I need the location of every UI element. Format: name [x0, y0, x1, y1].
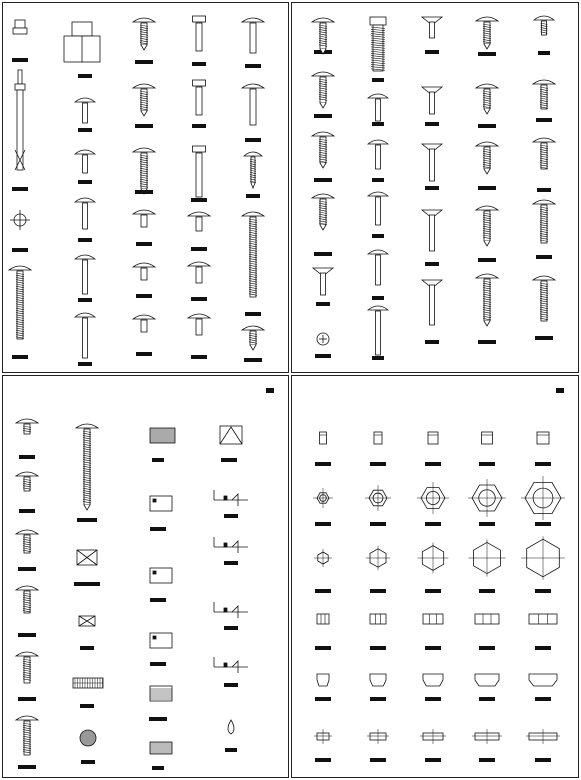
part-label — [18, 567, 36, 571]
part-label — [478, 340, 496, 344]
flange-profile — [370, 674, 386, 686]
side-view — [320, 432, 327, 444]
screw-part — [476, 17, 498, 49]
part-label — [479, 758, 495, 762]
part-label — [245, 64, 261, 68]
screw-part — [312, 132, 334, 168]
part-label — [536, 255, 552, 259]
part-label — [245, 138, 261, 142]
screw-part — [16, 530, 38, 553]
part-label — [535, 646, 551, 650]
part-label — [19, 509, 35, 513]
part-label — [78, 238, 92, 242]
part-label — [479, 462, 495, 466]
part-label — [315, 697, 331, 701]
part-label — [425, 589, 441, 593]
screw-part — [476, 274, 498, 326]
part-label — [77, 518, 97, 522]
screw-part — [16, 652, 38, 683]
weld-symbol — [214, 657, 248, 673]
part-label — [425, 697, 441, 701]
screw-part — [193, 16, 206, 51]
screw-part — [188, 212, 210, 231]
side-view — [428, 432, 438, 444]
part-label — [314, 178, 332, 182]
screw-part — [368, 250, 388, 285]
nut-cap — [13, 20, 27, 34]
nut-profile — [529, 614, 557, 624]
part-label — [18, 765, 36, 769]
screw-part — [368, 192, 388, 225]
part-label — [314, 114, 332, 118]
part-label — [192, 124, 206, 128]
note-frame — [150, 568, 172, 583]
part-label — [370, 589, 386, 593]
part-label — [370, 697, 386, 701]
screw-part — [368, 306, 388, 355]
note-frame — [150, 633, 172, 648]
screw-part — [133, 84, 155, 116]
part-label — [535, 589, 551, 593]
weld-symbol — [214, 537, 248, 553]
part-label — [479, 589, 495, 593]
part-label — [136, 294, 152, 298]
part-label — [150, 662, 166, 666]
screw-part — [368, 94, 388, 121]
screw-part — [244, 152, 262, 188]
hex-top-view — [365, 485, 391, 511]
weld-symbol — [214, 490, 248, 506]
nut-profile — [317, 614, 329, 624]
thin-profile — [526, 729, 560, 744]
screw-part — [242, 84, 264, 125]
part-label — [535, 336, 553, 340]
part-label — [315, 646, 331, 650]
part-label — [149, 717, 167, 721]
part-label — [12, 355, 28, 359]
hex-round-view — [314, 549, 332, 567]
part-label — [370, 462, 386, 466]
side-view — [537, 432, 549, 444]
part-label — [479, 522, 495, 526]
part-label — [245, 312, 261, 316]
hex-round-view — [521, 536, 565, 580]
part-label — [370, 758, 386, 762]
nut-profile — [475, 614, 499, 624]
part-label — [315, 589, 331, 593]
part-label — [315, 522, 331, 526]
screw-part — [16, 419, 38, 434]
weld-symbol — [214, 602, 248, 618]
nut-profile — [423, 614, 443, 624]
part-label — [315, 354, 331, 358]
part-label — [425, 646, 441, 650]
screw-part — [242, 18, 264, 53]
screw-part — [193, 146, 206, 197]
screw-part — [422, 87, 442, 114]
screw-part — [75, 313, 95, 358]
hex-round-view — [366, 546, 390, 570]
screw-part — [533, 276, 555, 321]
part-label — [479, 646, 495, 650]
part-label — [224, 683, 238, 687]
thin-profile — [472, 729, 502, 744]
screw-part — [422, 210, 442, 251]
screw-part — [422, 144, 442, 181]
part-label — [478, 124, 496, 128]
part-label — [18, 697, 36, 701]
part-label — [535, 522, 551, 526]
part-label — [191, 355, 207, 359]
part-label — [315, 758, 331, 762]
part-label — [78, 298, 92, 302]
part-label — [316, 302, 330, 306]
part-label — [425, 340, 439, 344]
part-label — [224, 561, 238, 565]
thin-profile — [367, 729, 389, 744]
part-label — [150, 527, 166, 531]
part-label — [425, 462, 441, 466]
screw-part — [16, 586, 38, 613]
drop — [228, 720, 234, 734]
part-label — [135, 60, 153, 64]
part-label — [314, 252, 332, 256]
part-label — [535, 697, 551, 701]
flange-profile — [317, 674, 329, 686]
part-label — [372, 78, 384, 82]
hex-nut — [64, 22, 100, 62]
part-label — [78, 362, 92, 366]
part-label — [80, 704, 94, 708]
part-label — [372, 178, 384, 182]
part-label — [19, 455, 35, 459]
expansion-anchor — [15, 70, 25, 170]
screw-part — [193, 80, 206, 115]
screw-part — [133, 263, 155, 280]
part-label — [372, 356, 384, 360]
part-label — [80, 646, 94, 650]
part-label — [135, 190, 153, 194]
part-label — [244, 358, 262, 362]
screw-part — [312, 72, 334, 108]
part-label — [425, 758, 441, 762]
hex-top-view — [468, 479, 506, 517]
part-label — [425, 262, 439, 266]
hatched-block — [150, 428, 175, 443]
side-view — [482, 432, 493, 444]
part-label — [191, 198, 207, 202]
part-label — [225, 748, 237, 752]
part-label — [246, 194, 260, 198]
side-view — [374, 432, 382, 444]
box-cross-small — [79, 616, 95, 626]
box-cross — [77, 550, 97, 565]
part-label — [78, 180, 92, 184]
screw-part — [242, 326, 264, 350]
hex-round-view — [418, 543, 449, 574]
part-label — [78, 74, 92, 78]
screw-part — [75, 150, 95, 173]
part-label — [18, 633, 36, 637]
part-label — [372, 122, 384, 126]
part-label — [478, 186, 496, 190]
screw-part — [533, 200, 555, 243]
threaded-bolt — [370, 17, 386, 71]
screw-part — [16, 472, 38, 491]
part-label — [538, 51, 550, 55]
part-label — [74, 582, 100, 586]
screw-part — [422, 17, 442, 38]
screw-part — [422, 280, 442, 325]
thin-profile — [420, 729, 446, 744]
part-label — [150, 598, 166, 602]
crosshair — [10, 210, 30, 230]
part-label — [535, 462, 551, 466]
hex-round-view — [468, 539, 505, 576]
flange-profile — [423, 674, 443, 686]
part-label — [191, 297, 207, 301]
part-label — [425, 122, 439, 126]
screw-part — [312, 194, 334, 230]
hex-top-view — [313, 488, 333, 508]
flange-profile — [529, 674, 557, 686]
part-label — [221, 458, 237, 462]
part-label — [81, 760, 95, 764]
part-label — [136, 352, 152, 356]
screw-part — [9, 266, 31, 339]
screw-part — [75, 255, 95, 294]
screw-part — [313, 268, 333, 295]
part-label — [135, 124, 153, 128]
screw-part — [533, 138, 555, 169]
part-label — [425, 186, 439, 190]
screw-part — [133, 18, 155, 50]
part-label — [478, 52, 496, 56]
screw-part — [75, 98, 95, 123]
part-label — [12, 58, 28, 62]
screw-part — [242, 212, 264, 297]
part-label — [192, 62, 206, 66]
part-label — [479, 697, 495, 701]
triangle-frame — [220, 426, 242, 444]
screw-part — [133, 315, 155, 332]
part-label — [136, 242, 152, 246]
part-label — [372, 234, 384, 238]
nut-profile — [370, 614, 386, 624]
part-label — [12, 187, 28, 191]
screw-part — [133, 210, 155, 227]
hex-top-view — [417, 482, 449, 514]
part-label — [537, 188, 551, 192]
flange-profile — [475, 674, 499, 686]
screw-part — [133, 148, 155, 194]
screw-part — [476, 142, 498, 174]
grid-block — [73, 678, 103, 688]
screw-part — [188, 314, 210, 335]
part-label — [478, 258, 496, 262]
part-label — [152, 458, 164, 462]
part-label — [224, 514, 238, 518]
part-label — [191, 247, 207, 251]
note-frame — [150, 496, 172, 511]
screw-part — [476, 206, 498, 246]
part-label — [535, 758, 551, 762]
screw-part — [188, 262, 210, 283]
round-mesh — [80, 730, 96, 746]
dotted-block — [150, 742, 172, 754]
screw-part — [16, 716, 38, 755]
part-label — [12, 248, 28, 252]
part-label — [224, 626, 238, 630]
part-label — [78, 128, 92, 132]
screw-part — [534, 16, 554, 35]
screw-part — [76, 424, 98, 510]
part-label — [425, 50, 439, 54]
screw-part — [75, 198, 95, 229]
screw-part — [368, 140, 388, 169]
screw-part — [476, 84, 498, 114]
screw-part — [533, 80, 555, 109]
part-label — [536, 118, 552, 122]
hex-top-view — [521, 476, 565, 520]
lined-block — [150, 686, 172, 701]
part-label — [370, 646, 386, 650]
screw-part — [312, 18, 334, 54]
phillips-head — [317, 333, 329, 345]
part-label — [372, 296, 384, 300]
thin-profile — [314, 729, 332, 744]
part-label — [370, 522, 386, 526]
part-label — [425, 522, 441, 526]
part-label — [152, 766, 164, 770]
part-label — [315, 462, 331, 466]
